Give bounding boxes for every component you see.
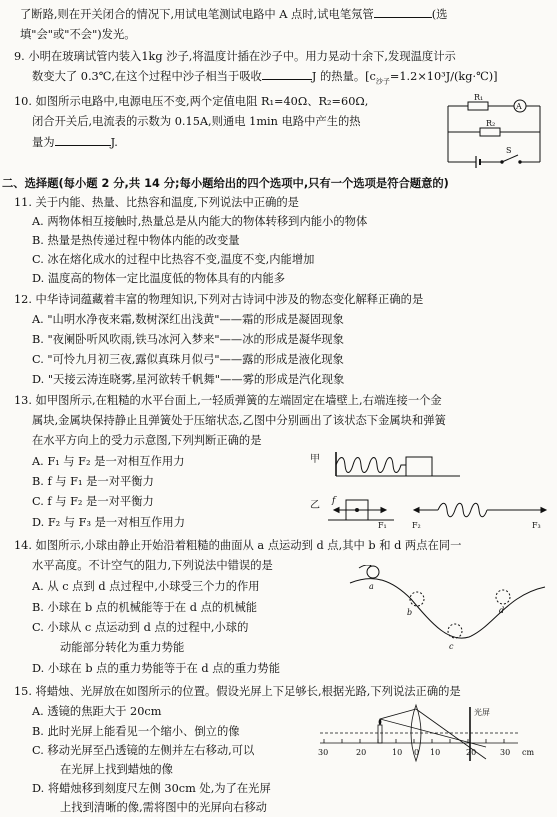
q9-text-a: 数变大了 0.3℃,在这个过程中沙子相当于吸收 (32, 70, 262, 83)
q15-option-d-cont: 上找到清晰的像,需将图中的光屏向右移动 (60, 801, 267, 814)
label-a: a (369, 582, 374, 591)
spring-yi (438, 503, 487, 517)
ruler-ticks (324, 739, 504, 743)
q11-option-a[interactable]: A. 两物体相互接触时,热量总是从内能大的物体转移到内能小的物体 (32, 215, 368, 228)
candle-icon (378, 725, 382, 743)
tick-label: 10 (392, 748, 403, 757)
spring-diagram (310, 448, 550, 530)
optics-diagram (318, 703, 550, 773)
ball-c (448, 624, 462, 638)
spring-jia (336, 458, 406, 473)
q11-option-b[interactable]: B. 热量是热传递过程中物体内能的改变量 (32, 234, 240, 247)
tick-label: 20 (466, 748, 477, 757)
q9-sub: 沙子 (375, 77, 390, 86)
q10-text-b: J. (110, 136, 118, 149)
q12-option-a[interactable]: A. "山明水净夜来霜,数树深红出浅黄"——霜的形成是凝固现象 (32, 313, 344, 326)
q13-stem-3: 在水平方向上的受力示意图,下列判断正确的是 (32, 434, 262, 447)
q8-text: 了断路,则在开关闭合的情况下,用试电笔测试电路中 A 点时,试电笔氖管 (20, 8, 374, 21)
q14-option-d[interactable]: D. 小球在 b 点的重力势能等于在 d 点的重力势能 (32, 662, 281, 675)
label-f1: F₁ (378, 521, 387, 530)
label-ammeter: A (516, 102, 522, 111)
curved-track (350, 579, 545, 639)
label-switch: S (506, 146, 512, 155)
q12-stem: 12. 中华诗词蕴藏着丰富的物理知识,下列对古诗词中涉及的物态变化解释正确的是 (14, 293, 424, 306)
q14-option-c[interactable]: C. 小球从 c 点运动到 d 点的过程中,小球的 (32, 621, 249, 634)
tick-label: 10 (430, 748, 441, 757)
q8-line1 (20, 7, 447, 22)
q13-stem-2: 属块,金属块保持静止且弹簧处于压缩状态,乙图中分别画出了该状态下金属块和弹簧 (32, 414, 446, 427)
q10-answer-blank[interactable] (55, 145, 111, 146)
tick-label: 30 (318, 748, 329, 757)
circuit-diagram (440, 94, 550, 170)
q9-line1: 9. 小明在玻璃试管内装入1kg 沙子,将温度计插在沙子中。用力晃动十余下,发现温度计示 (14, 50, 456, 63)
q11-option-d[interactable]: D. 温度高的物体一定比温度低的物体具有的内能多 (32, 272, 286, 285)
q13-option-d[interactable]: D. F₂ 与 F₃ 是一对相互作用力 (32, 516, 186, 529)
ball-d (496, 590, 510, 604)
q10-line1: 10. 如图所示电路中,电源电压不变,两个定值电阻 R₁=40Ω、R₂=60Ω, (14, 95, 369, 108)
label-r1: R₁ (474, 94, 484, 102)
label-jia: 甲 (310, 454, 320, 465)
q15-option-a[interactable]: A. 透镜的焦距大于 20cm (32, 705, 162, 718)
q10-text-a: 量为 (32, 136, 55, 149)
metal-block-jia (406, 457, 432, 476)
q15-option-c[interactable]: C. 移动光屏至凸透镜的左侧并左右移动,可以 (32, 744, 255, 757)
label-f2: F₂ (412, 521, 421, 530)
curve-diagram (345, 565, 550, 650)
q14-stem-1: 14. 如图所示,小球由静止开始沿着粗糙的曲面从 a 点运动到 d 点,其中 b 和 d 两点在同一 (14, 539, 462, 552)
q10-line3 (32, 135, 118, 150)
q15-option-b[interactable]: B. 此时光屏上能看见一个缩小、倒立的像 (32, 725, 240, 738)
label-yi: 乙 (310, 500, 320, 511)
label-c: c (449, 642, 454, 650)
q13-option-a[interactable]: A. F₁ 与 F₂ 是一对相互作用力 (32, 455, 185, 468)
q14-stem-2: 水平高度。不计空气的阻力,下列说法中错误的是 (32, 559, 273, 572)
label-screen: 光屏 (474, 708, 490, 717)
ball-b (410, 592, 424, 606)
section-2-heading: 二、选择题(每小题 2 分,共 14 分;每小题给出的四个选项中,只有一个选项是符合题意的) (2, 177, 449, 190)
q9-text-c: =1.2×10³J/(kg·℃)] (389, 70, 498, 83)
resistor-r1 (468, 102, 488, 110)
resistor-r2 (480, 128, 500, 136)
tick-label: 30 (500, 748, 511, 757)
tick-label: 0 (414, 748, 420, 757)
q8-answer-blank[interactable] (374, 17, 432, 18)
q12-option-b[interactable]: B. "夜阑卧听风吹雨,铁马冰河入梦来"——冰的形成是凝华现象 (32, 333, 344, 346)
label-r2: R₂ (486, 119, 496, 128)
q11-option-c[interactable]: C. 冰在熔化成水的过程中比热容不变,温度不变,内能增加 (32, 253, 315, 266)
label-d: d (499, 606, 505, 615)
q9-text-b: J 的热量。[c (311, 70, 376, 83)
label-b: b (407, 608, 413, 617)
q15-stem: 15. 将蜡烛、光屏放在如图所示的位置。假设光屏上下足够长,根据光路,下列说法正确的是 (14, 685, 461, 698)
q13-option-b[interactable]: B. f 与 F₁ 是一对平衡力 (32, 475, 154, 488)
q14-option-a[interactable]: A. 从 c 点到 d 点过程中,小球受三个力的作用 (32, 580, 260, 593)
label-f3: F₃ (532, 521, 541, 530)
q15-option-c-cont: 在光屏上找到蜡烛的像 (60, 763, 173, 776)
q8-text-end: (选 (431, 8, 448, 21)
q15-option-d[interactable]: D. 将蜡烛移到刻度尺左侧 30cm 处,为了在光屏 (32, 782, 271, 795)
q12-option-c[interactable]: C. "可怜九月初三夜,露似真珠月似弓"——露的形成是液化现象 (32, 353, 344, 366)
q11-stem: 11. 关于内能、热量、比热容和温度,下列说法中正确的是 (14, 196, 299, 209)
q9-line2 (32, 69, 498, 89)
q14-option-c-cont: 动能部分转化为重力势能 (60, 641, 185, 654)
q12-option-d[interactable]: D. "天接云涛连晓雾,星河欲转千帆舞"——雾的形成是汽化现象 (32, 373, 345, 386)
tick-label: cm (522, 748, 535, 757)
switch-icon (502, 155, 518, 162)
q14-option-b[interactable]: B. 小球在 b 点的机械能等于在 d 点的机械能 (32, 601, 258, 614)
q10-line2: 闭合开关后,电流表的示数为 0.15A,则通电 1min 电路中产生的热 (32, 115, 361, 128)
tick-label: 20 (356, 748, 367, 757)
q9-answer-blank[interactable] (262, 79, 312, 80)
q8-line2: 填"会"或"不会")发光。 (20, 28, 136, 41)
q13-stem-1: 13. 如甲图所示,在粗糙的水平台面上,一轻质弹簧的左端固定在墙壁上,右端连接一个金 (14, 394, 442, 407)
q13-option-c[interactable]: C. f 与 F₂ 是一对平衡力 (32, 495, 154, 508)
label-f: f (332, 496, 336, 506)
